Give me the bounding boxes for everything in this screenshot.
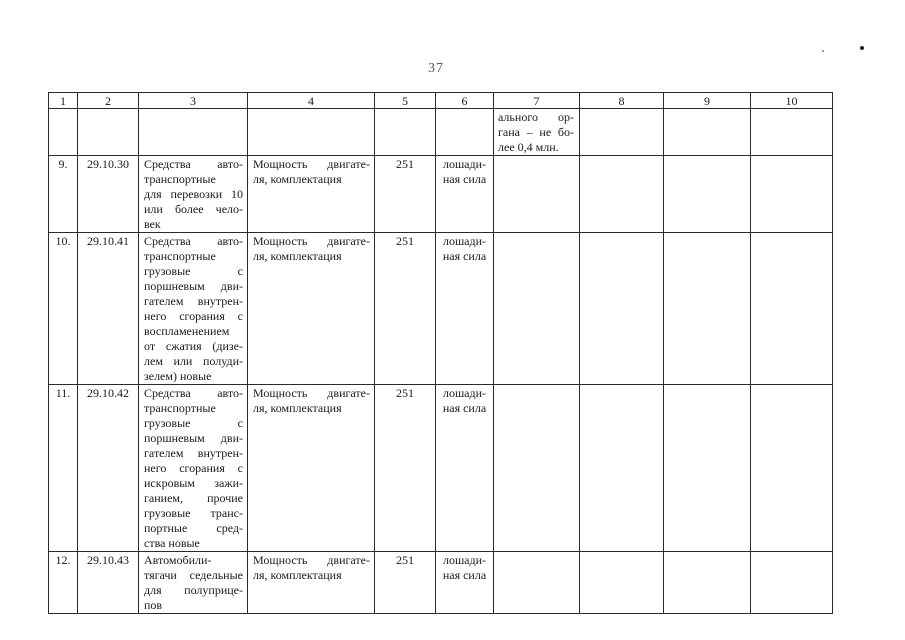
cell-empty <box>751 385 833 552</box>
text-line: воспламенением <box>144 324 230 338</box>
text-line: тягачи седельные <box>144 568 243 582</box>
cell-empty <box>751 109 833 156</box>
row-value: 251 <box>396 386 414 400</box>
text-line: грузовые с <box>144 416 243 430</box>
text-line: портные сред- <box>144 521 243 535</box>
cell-empty <box>580 552 664 614</box>
text-line: Мощность двигате- <box>253 386 370 400</box>
document-table <box>48 92 833 614</box>
cell-number <box>49 156 78 233</box>
cell-empty <box>436 109 494 156</box>
text-line: ля, комплектация <box>253 401 342 415</box>
row-code: 29.10.43 <box>87 553 129 567</box>
cell-code <box>78 552 139 614</box>
text-line: поршневым дви- <box>144 279 243 293</box>
text-line: Средства авто- <box>144 234 243 248</box>
text-line: ства новые <box>144 536 200 550</box>
text-line: ганием, прочие <box>144 491 243 505</box>
text-line: гателем внутрен- <box>144 446 243 460</box>
cell-number <box>49 385 78 552</box>
text-line: лошади- <box>442 553 487 567</box>
row-code: 29.10.42 <box>87 386 129 400</box>
cell-empty <box>580 233 664 385</box>
text-line: гана – не бо- <box>498 125 574 139</box>
page-number: 37 <box>428 61 444 76</box>
cell-unit <box>436 233 494 385</box>
row-number: 11. <box>55 386 71 400</box>
text-line: ля, комплектация <box>253 249 342 263</box>
row-code: 29.10.41 <box>87 234 129 248</box>
cell-empty <box>751 156 833 233</box>
cell-empty <box>664 109 751 156</box>
text-line: ная сила <box>442 568 487 582</box>
text-line: ная сила <box>442 401 487 415</box>
row-number: 12. <box>55 553 71 567</box>
text-line: для перевозки 10 <box>144 187 243 201</box>
row-value: 251 <box>396 157 414 171</box>
header-cell-10: 10 <box>751 93 833 109</box>
text-line: транспортные <box>144 249 216 263</box>
scan-speck <box>822 50 824 52</box>
text-line: ная сила <box>442 172 487 186</box>
cell-value <box>375 552 436 614</box>
text-line: грузовые с <box>144 264 243 278</box>
header-cell-1: 1 <box>49 93 78 109</box>
cell-empty <box>580 156 664 233</box>
cell-value <box>375 156 436 233</box>
cell-empty <box>664 385 751 552</box>
table-row <box>49 385 833 552</box>
header-row <box>49 93 833 109</box>
cell-empty <box>139 109 248 156</box>
header-cell-3: 3 <box>139 93 248 109</box>
text-line: транспортные <box>144 172 216 186</box>
header-cell-7: 7 <box>494 93 580 109</box>
cell-code <box>78 385 139 552</box>
cell-empty <box>580 109 664 156</box>
cell-value <box>375 385 436 552</box>
cell-value <box>375 233 436 385</box>
text-line: лее 0,4 млн. <box>498 140 559 154</box>
cell-empty <box>248 109 375 156</box>
text-line: пов <box>144 598 163 612</box>
cell-number <box>49 233 78 385</box>
cell-empty <box>664 552 751 614</box>
cell-name <box>139 385 248 552</box>
cell-characteristic <box>248 233 375 385</box>
text-line: для полуприце- <box>144 583 243 597</box>
text-line: Мощность двигате- <box>253 553 370 567</box>
cell-unit <box>436 385 494 552</box>
cell-empty <box>494 385 580 552</box>
text-line: лошади- <box>442 157 487 171</box>
cell-empty <box>664 156 751 233</box>
cell-unit <box>436 156 494 233</box>
text-line: зелем) новые <box>144 369 212 383</box>
row-value: 251 <box>396 234 414 248</box>
table-row-continuation <box>49 109 833 156</box>
header-cell-8: 8 <box>580 93 664 109</box>
text-line: него сгорания с <box>144 309 243 323</box>
text-line: Средства авто- <box>144 386 243 400</box>
cell-number <box>49 552 78 614</box>
cell-name <box>139 552 248 614</box>
cell-empty <box>494 233 580 385</box>
text-line: гателем внутрен- <box>144 294 243 308</box>
text-line: грузовые транс- <box>144 506 243 520</box>
text-line: лошади- <box>442 386 487 400</box>
text-line: Средства авто- <box>144 157 243 171</box>
cell-name <box>139 156 248 233</box>
header-cell-5: 5 <box>375 93 436 109</box>
row-code: 29.10.30 <box>87 157 129 171</box>
text-line: ля, комплектация <box>253 172 342 186</box>
cell-code <box>78 233 139 385</box>
text-line: ля, комплектация <box>253 568 342 582</box>
text-line: транспортные <box>144 401 216 415</box>
cell-code <box>78 156 139 233</box>
text-line: ная сила <box>442 249 487 263</box>
table-row <box>49 156 833 233</box>
text-line: лошади- <box>442 234 487 248</box>
text-line: ального ор- <box>498 110 574 124</box>
header-cell-9: 9 <box>664 93 751 109</box>
header-cell-4: 4 <box>248 93 375 109</box>
cell-unit <box>436 552 494 614</box>
text-line: поршневым дви- <box>144 431 243 445</box>
cell-empty <box>49 109 78 156</box>
text-line: Мощность двигате- <box>253 234 370 248</box>
cell-empty <box>494 552 580 614</box>
table-row <box>49 552 833 614</box>
cell-characteristic <box>248 552 375 614</box>
cell-empty <box>751 552 833 614</box>
row-value: 251 <box>396 553 414 567</box>
cell-empty <box>494 156 580 233</box>
cell-name <box>139 233 248 385</box>
text-line: или более чело- <box>144 202 243 216</box>
table-row <box>49 233 833 385</box>
text-line: от сжатия (дизе- <box>144 339 243 353</box>
cell-empty <box>664 233 751 385</box>
text-line: Мощность двигате- <box>253 157 370 171</box>
cell-characteristic <box>248 385 375 552</box>
scan-speck <box>860 46 864 50</box>
row-number: 10. <box>55 234 71 248</box>
row-number: 9. <box>58 157 68 171</box>
text-line: искровым зажи- <box>144 476 243 490</box>
cell-empty <box>78 109 139 156</box>
text-line: него сгорания с <box>144 461 243 475</box>
text-line: лем или полуди- <box>144 354 243 368</box>
cell-characteristic <box>248 156 375 233</box>
header-cell-6: 6 <box>436 93 494 109</box>
cell-col7 <box>494 109 580 156</box>
text-line: век <box>144 217 161 231</box>
cell-empty <box>751 233 833 385</box>
cell-empty <box>375 109 436 156</box>
text-line: Автомобили- <box>144 553 212 567</box>
cell-empty <box>580 385 664 552</box>
header-cell-2: 2 <box>78 93 139 109</box>
